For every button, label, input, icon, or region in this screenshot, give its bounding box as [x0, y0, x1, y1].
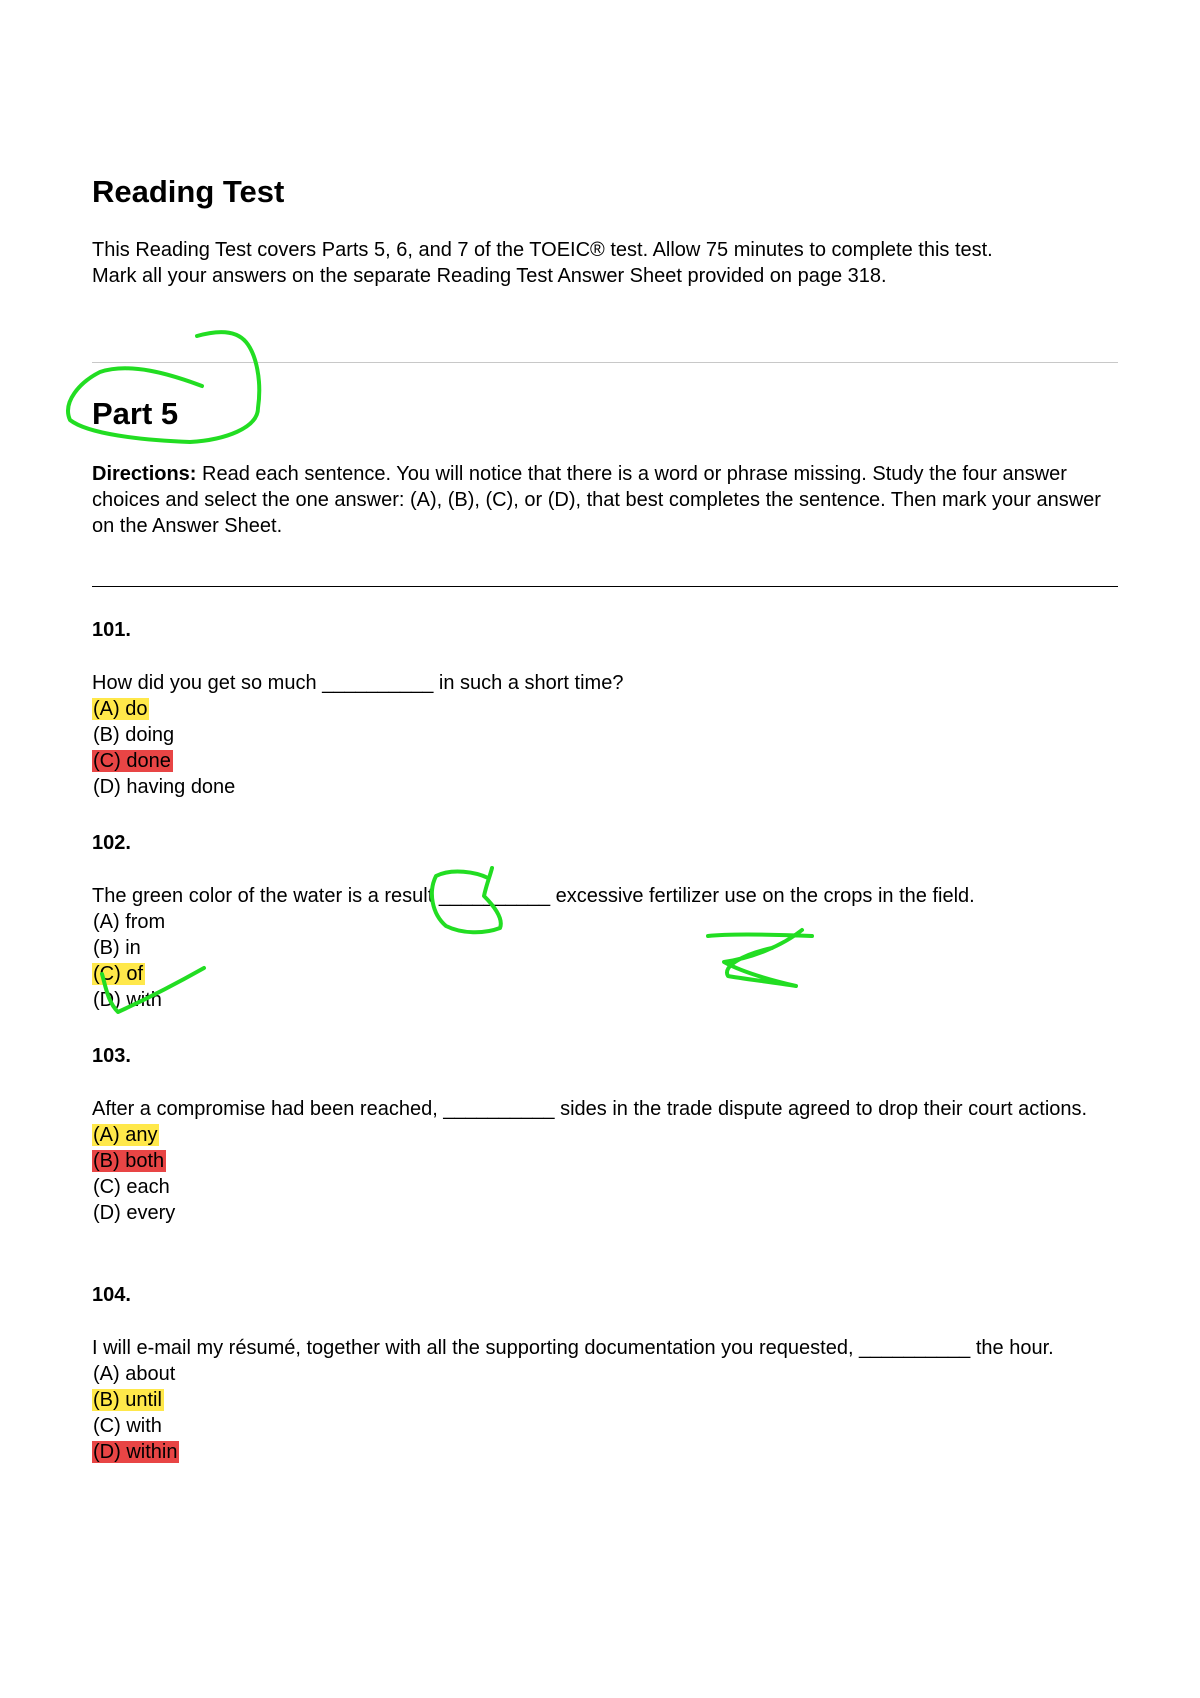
option-label: (A) any: [93, 1124, 158, 1146]
divider-thick: [92, 586, 1118, 587]
option-c: [92, 961, 1118, 987]
question-102: [92, 830, 1118, 1013]
option-label: (C) done: [93, 750, 171, 772]
option-label: (D) every: [93, 1202, 176, 1224]
option-d: [92, 774, 1118, 800]
option-a: [92, 1361, 1118, 1387]
option-c: [92, 1413, 1118, 1439]
option-d: [92, 1439, 1118, 1465]
question-text: The green color of the water is a result __________ excessive fertilizer use on the crops in the field.: [92, 885, 975, 907]
option-label: (C) of: [93, 963, 143, 985]
option-label: (A) from: [93, 911, 166, 933]
question-text: How did you get so much __________ in such a short time?: [92, 672, 624, 694]
question-number: 104.: [92, 1284, 131, 1306]
directions-text: Read each sentence. You will notice that there is a word or phrase missing. Study the four answer choices and select the one answer: (A), (B), (C), or (D), that best completes the sentence. Then mark your answer on the Answer Sheet.: [92, 463, 1101, 537]
option-b: [92, 1148, 1118, 1174]
part-heading: Part 5: [92, 396, 179, 431]
question-text: I will e-mail my résumé, together with all the supporting documentation you requested, __________ the hour.: [92, 1337, 1054, 1359]
intro-line-2: Mark all your answers on the separate Reading Test Answer Sheet provided on page 318.: [92, 265, 887, 287]
directions: [92, 461, 1118, 539]
option-a: [92, 696, 1118, 722]
option-label: (C) with: [93, 1415, 162, 1437]
question-number: 103.: [92, 1045, 131, 1067]
directions-label: Directions:: [92, 463, 197, 485]
option-label: (D) with: [93, 989, 162, 1011]
option-b: [92, 935, 1118, 961]
intro-line-1: This Reading Test covers Parts 5, 6, and 7 of the TOEIC® test. Allow 75 minutes to complete this test.: [92, 239, 993, 261]
question-number: 102.: [92, 832, 131, 854]
option-d: [92, 987, 1118, 1013]
option-c: [92, 748, 1118, 774]
divider-thin: [92, 362, 1118, 363]
option-label: (B) in: [93, 937, 141, 959]
option-label: (C) each: [93, 1176, 170, 1198]
option-b: [92, 722, 1118, 748]
question-104: [92, 1282, 1118, 1465]
option-d: [92, 1200, 1118, 1226]
option-label: (B) doing: [93, 724, 175, 746]
option-label: (B) both: [93, 1150, 165, 1172]
option-label: (B) until: [93, 1389, 162, 1411]
page-title: Reading Test: [92, 174, 285, 209]
question-101: [92, 617, 1118, 800]
option-c: [92, 1174, 1118, 1200]
question-number: 101.: [92, 619, 131, 641]
option-label: (A) about: [93, 1363, 176, 1385]
option-a: [92, 1122, 1118, 1148]
option-b: [92, 1387, 1118, 1413]
option-label: (D) having done: [93, 776, 236, 798]
option-label: (D) within: [93, 1441, 178, 1463]
option-a: [92, 909, 1118, 935]
question-text: After a compromise had been reached, __________ sides in the trade dispute agreed to drop their court actions.: [92, 1098, 1088, 1120]
question-103: [92, 1043, 1118, 1226]
option-label: (A) do: [93, 698, 148, 720]
intro-text: [92, 237, 1118, 289]
